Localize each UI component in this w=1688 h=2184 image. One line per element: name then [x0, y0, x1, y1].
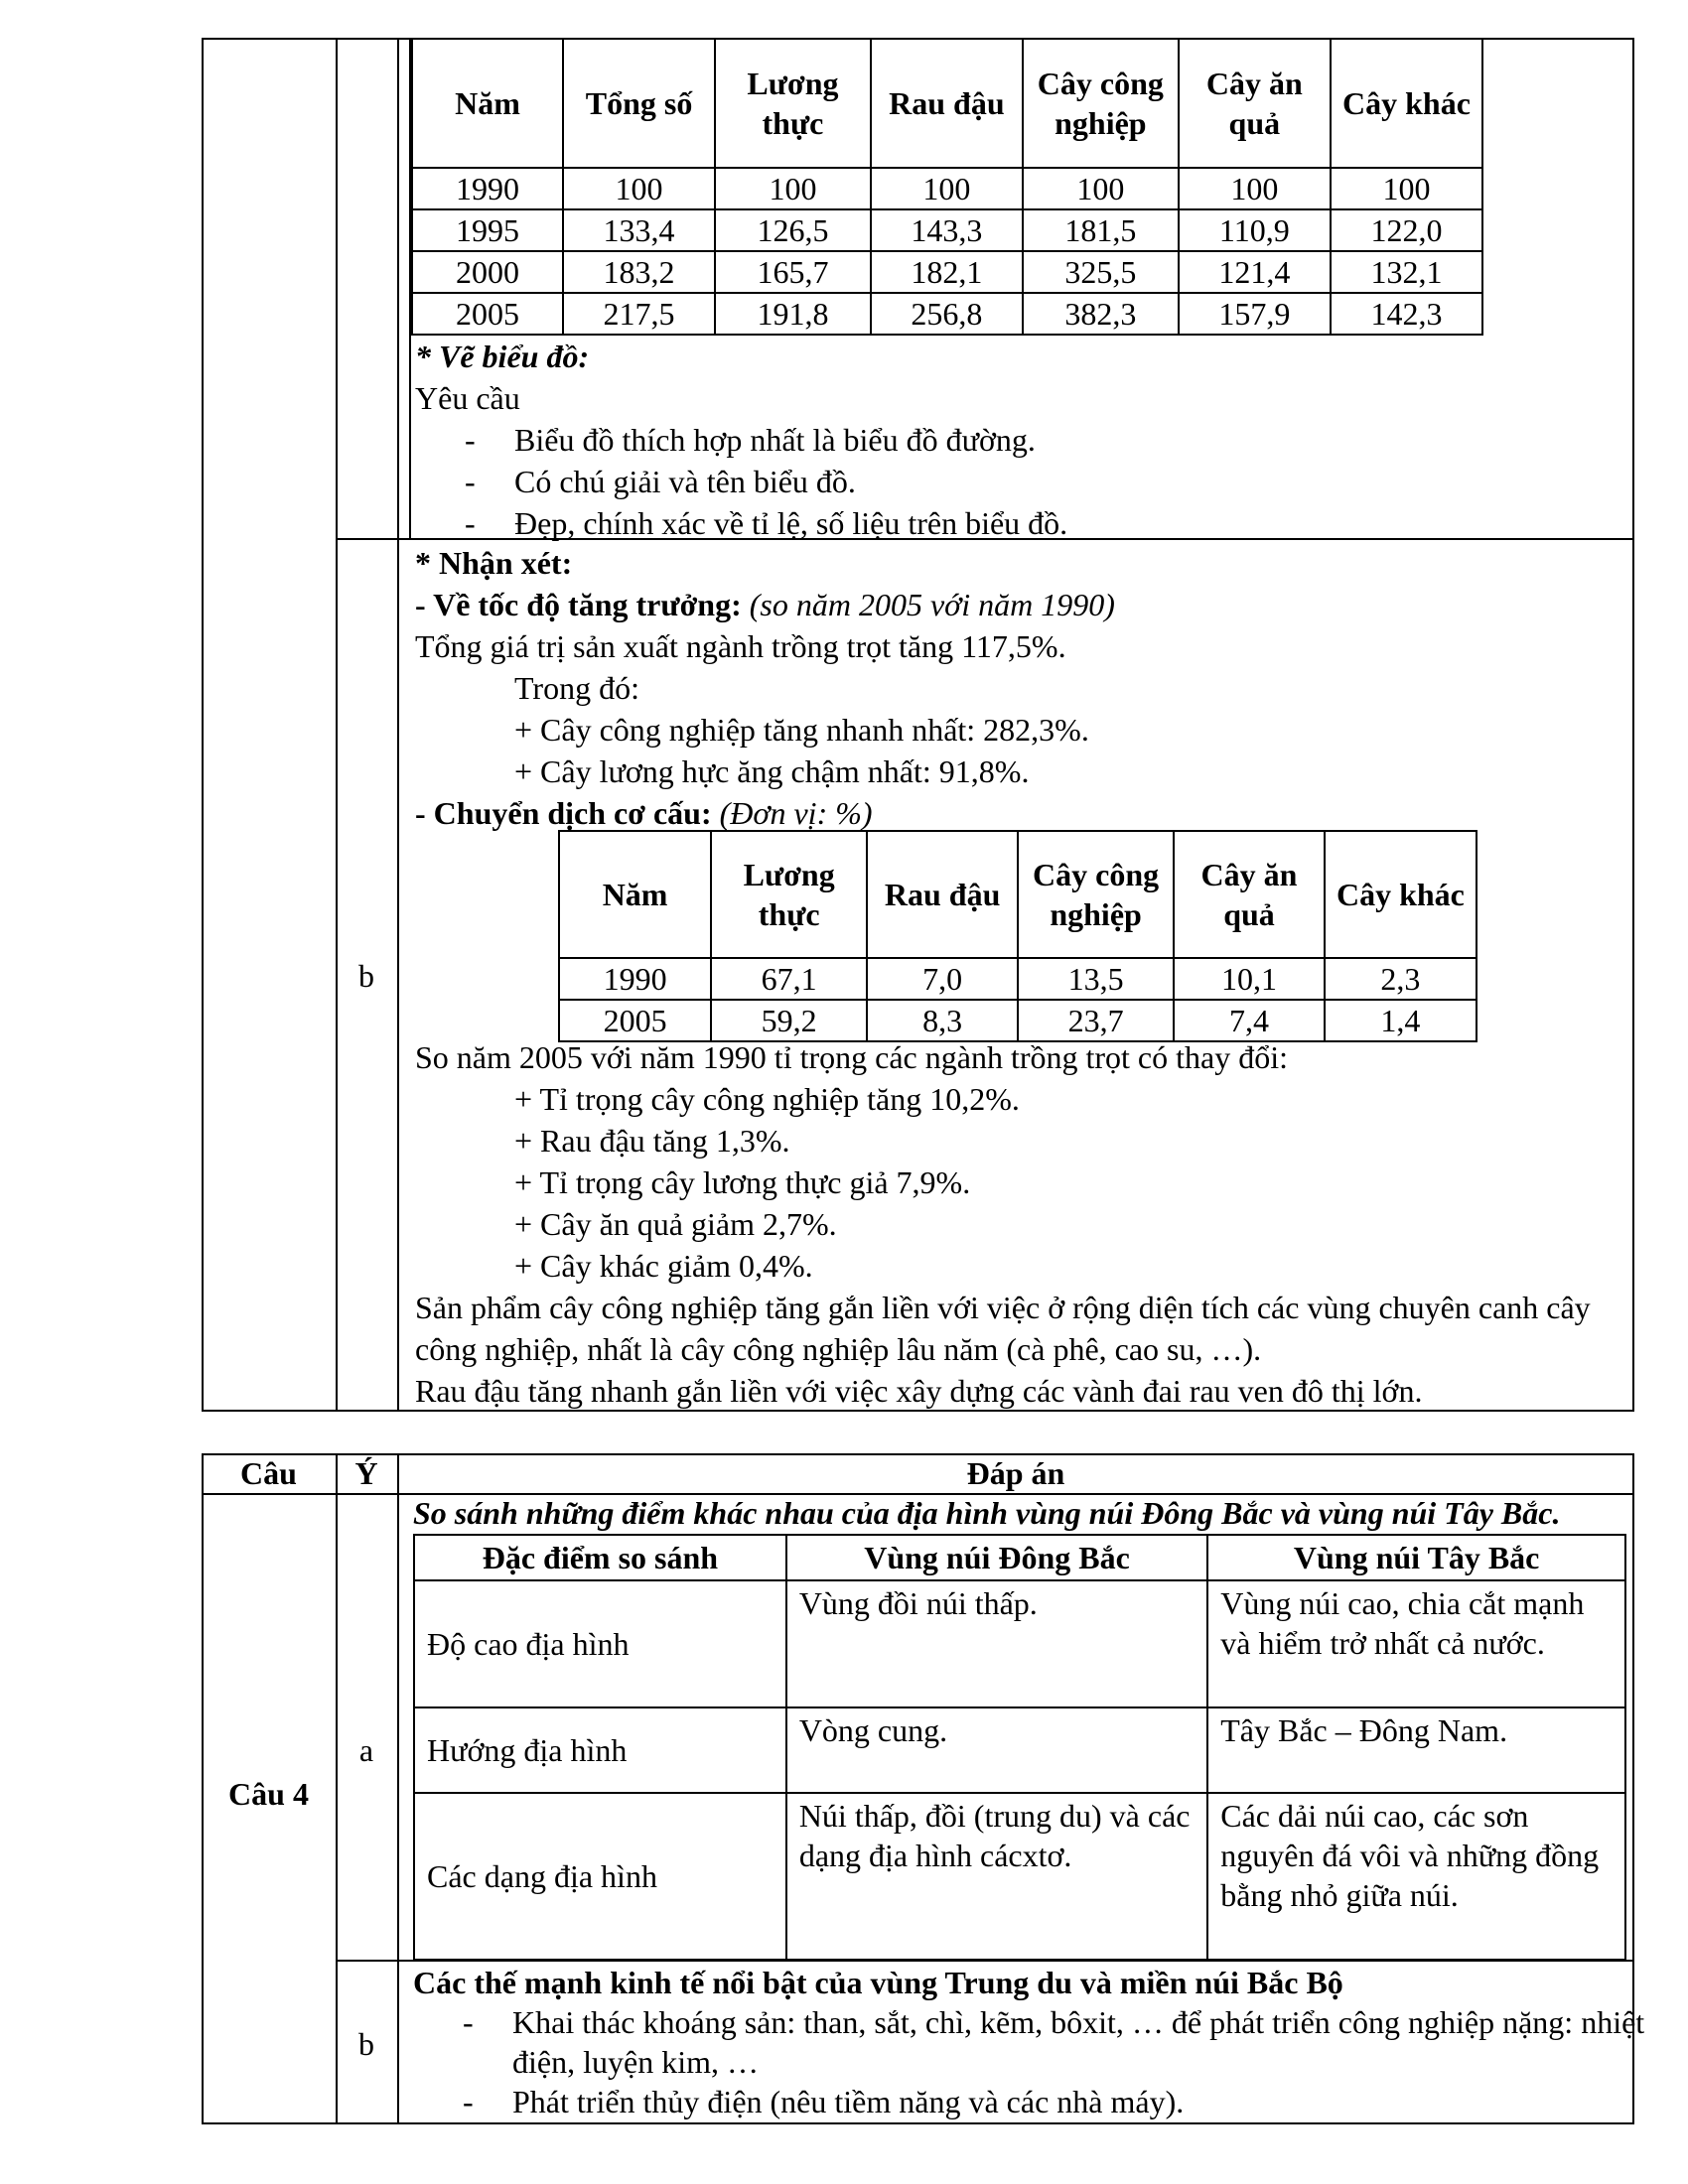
- table-row: [414, 1580, 1625, 1707]
- compare-east: Núi thấp, đồi (trung du) và các dạng địa hình cácxtơ.: [786, 1793, 1207, 1960]
- table-header-cell: Vùng núi Đông Bắc: [786, 1535, 1207, 1580]
- part-label-b: b: [358, 958, 374, 994]
- table-cell: 182,1: [871, 251, 1023, 293]
- table-cell: 126,5: [715, 209, 871, 251]
- part-b-title: Các thế mạnh kinh tế nổi bật của vùng Trung du và miền núi Bắc Bộ: [413, 1965, 1343, 2000]
- paragraph-line: công nghiệp, nhất là cây công nghiệp lâu năm (cà phê, cao su, …).: [415, 1331, 1262, 1367]
- compare-item: + Cây khác giảm 0,4%.: [514, 1248, 813, 1284]
- table-header-cell: Cây công nghiệp: [1023, 39, 1179, 168]
- table-cell: 8,3: [867, 1000, 1018, 1041]
- table-cell: 59,2: [711, 1000, 867, 1041]
- part-a-title: So sánh những điểm khác nhau của địa hình vùng núi Đông Bắc và vùng núi Tây Bắc.: [413, 1495, 1561, 1531]
- table-cell: 256,8: [871, 293, 1023, 335]
- requirement-item: - Đẹp, chính xác về tỉ lệ, số liệu trên biểu đồ.: [465, 505, 1068, 541]
- table-header-cell: Năm: [559, 831, 711, 958]
- table-cell: 133,4: [563, 209, 715, 251]
- structure-unit: (Đơn vị: %): [711, 795, 873, 831]
- table-cell: 1,4: [1325, 1000, 1477, 1041]
- table-cell: 382,3: [1023, 293, 1179, 335]
- table-cell: 7,4: [1174, 1000, 1325, 1041]
- table-cell: 217,5: [563, 293, 715, 335]
- compare-item: + Tỉ trọng cây lương thực giả 7,9%.: [514, 1164, 971, 1200]
- table-cell: 142,3: [1331, 293, 1482, 335]
- section2-col-divider-2: [397, 1453, 399, 2124]
- compare-east: Vòng cung.: [786, 1707, 1207, 1793]
- table-cell: 7,0: [867, 958, 1018, 1000]
- structure-heading: - Chuyển dịch cơ cấu:: [415, 795, 712, 831]
- table-header-row: [412, 39, 1482, 168]
- structure-heading-line: [415, 792, 873, 834]
- paragraph-line: Rau đậu tăng nhanh gắn liền với việc xây dựng các vành đai rau ven đô thị lớn.: [415, 1373, 1423, 1409]
- table-cell: 157,9: [1179, 293, 1331, 335]
- table-header-cell: Năm: [412, 39, 563, 168]
- table-cell: 100: [871, 168, 1023, 209]
- section1-col-divider-1: [336, 38, 338, 1412]
- header-answer: Đáp án: [966, 1455, 1065, 1491]
- growth-heading: - Về tốc độ tăng trưởng:: [415, 587, 742, 622]
- table-cell: 181,5: [1023, 209, 1179, 251]
- table-header-cell: Đặc điểm so sánh: [414, 1535, 786, 1580]
- table-cell: 122,0: [1331, 209, 1482, 251]
- requirement-label: Yêu cầu: [415, 380, 520, 416]
- b-item: - Khai thác khoáng sản: than, sắt, chì, kẽm, bôxit, … để phát triển công nghiệp nặng: nhiệt: [463, 2004, 1645, 2040]
- table-cell: 191,8: [715, 293, 871, 335]
- compare-label: Hướng địa hình: [414, 1707, 786, 1793]
- part-b-block: [413, 1962, 1645, 2122]
- b-item: - Phát triển thủy điện (nêu tiềm năng và các nhà máy).: [463, 2084, 1185, 2119]
- table-cell: 13,5: [1018, 958, 1174, 1000]
- comment-heading: * Nhận xét:: [415, 545, 573, 581]
- compare-west: Tây Bắc – Đông Nam.: [1207, 1707, 1625, 1793]
- compare-west: Các dải núi cao, các sơn nguyên đá vôi và những đồng bằng nhỏ giữa núi.: [1207, 1793, 1625, 1960]
- requirement-text: Đẹp, chính xác về tỉ lệ, số liệu trên biểu đồ.: [514, 505, 1068, 541]
- growth-total: Tổng giá trị sản xuất ngành trồng trọt tăng 117,5%.: [415, 628, 1066, 664]
- table-row: [414, 1707, 1625, 1793]
- table-header-row: [559, 831, 1477, 958]
- table-header-cell: Cây ăn quả: [1179, 39, 1331, 168]
- table-header-cell: Vùng núi Tây Bắc: [1207, 1535, 1625, 1580]
- growth-item: + Cây công nghiệp tăng nhanh nhất: 282,3%.: [514, 712, 1089, 748]
- table-cell: 1990: [412, 168, 563, 209]
- requirement-item: - Có chú giải và tên biểu đồ.: [465, 464, 856, 499]
- table-cell: 183,2: [563, 251, 715, 293]
- table-cell: 100: [563, 168, 715, 209]
- table-cell: 23,7: [1018, 1000, 1174, 1041]
- paragraph-line: Sản phẩm cây công nghiệp tăng gắn liền với việc ở rộng diện tích các vùng chuyên canh cây: [415, 1290, 1591, 1325]
- table-header-cell: Cây khác: [1331, 39, 1482, 168]
- header-y: Ý: [354, 1455, 378, 1491]
- table-row: [412, 168, 1482, 209]
- table-cell: 100: [715, 168, 871, 209]
- table-row: [559, 958, 1477, 1000]
- section1-col-divider-2: [397, 38, 399, 1412]
- part-label-b: b: [358, 2026, 374, 2062]
- b-item-text: Phát triển thủy điện (nêu tiềm năng và các nhà máy).: [512, 2084, 1185, 2119]
- question-label: Câu 4: [228, 1776, 309, 1812]
- table-cell: 100: [1331, 168, 1482, 209]
- draw-heading: * Vẽ biểu đồ:: [415, 339, 590, 374]
- table-row: [412, 209, 1482, 251]
- table-header-cell: Cây ăn quả: [1174, 831, 1325, 958]
- table-row: [412, 251, 1482, 293]
- table-cell: 165,7: [715, 251, 871, 293]
- table-header-cell: Cây công nghiệp: [1018, 831, 1174, 958]
- requirement-item: - Biểu đồ thích hợp nhất là biểu đồ đường.: [465, 422, 1036, 458]
- table-header-cell: Tổng số: [563, 39, 715, 168]
- b-item-continued: điện, luyện kim, …: [512, 2044, 759, 2080]
- terrain-compare-table: [413, 1534, 1626, 1961]
- compare-intro: So năm 2005 với năm 1990 tỉ trọng các ngành trồng trọt có thay đổi:: [415, 1039, 1288, 1075]
- table-cell: 132,1: [1331, 251, 1482, 293]
- requirement-text: Biểu đồ thích hợp nhất là biểu đồ đường.: [514, 422, 1036, 458]
- table-cell: 325,5: [1023, 251, 1179, 293]
- table-cell: 1990: [559, 958, 711, 1000]
- compare-label: Các dạng địa hình: [414, 1793, 786, 1960]
- table-cell: 121,4: [1179, 251, 1331, 293]
- growth-note: (so năm 2005 với năm 1990): [741, 587, 1115, 622]
- table-cell: 10,1: [1174, 958, 1325, 1000]
- table-cell: 2,3: [1325, 958, 1477, 1000]
- compare-east: Vùng đồi núi thấp.: [786, 1580, 1207, 1707]
- table-header-cell: Cây khác: [1325, 831, 1477, 958]
- table-header-row: [414, 1535, 1625, 1580]
- table-header-cell: Rau đậu: [871, 39, 1023, 168]
- compare-item: + Rau đậu tăng 1,3%.: [514, 1123, 790, 1159]
- compare-item: + Tỉ trọng cây công nghiệp tăng 10,2%.: [514, 1081, 1020, 1117]
- table-cell: 67,1: [711, 958, 867, 1000]
- growth-heading-line: [415, 584, 1115, 625]
- compare-item: + Cây ăn quả giảm 2,7%.: [514, 1206, 837, 1242]
- header-cau: Câu: [240, 1455, 297, 1491]
- table-header-cell: Rau đậu: [867, 831, 1018, 958]
- table-cell: 2000: [412, 251, 563, 293]
- table-cell: 1995: [412, 209, 563, 251]
- part-label-a: a: [358, 1732, 374, 1768]
- table-row: [414, 1793, 1625, 1960]
- table-cell: 143,3: [871, 209, 1023, 251]
- table-row: [412, 293, 1482, 335]
- table-cell: 2005: [412, 293, 563, 335]
- requirement-text: Có chú giải và tên biểu đồ.: [514, 464, 856, 499]
- table-cell: 110,9: [1179, 209, 1331, 251]
- growth-item: + Cây lương hực ăng chậm nhất: 91,8%.: [514, 753, 1030, 789]
- table-cell: 2005: [559, 1000, 711, 1041]
- table-cell: 100: [1179, 168, 1331, 209]
- structure-table: [558, 830, 1477, 1042]
- compare-west: Vùng núi cao, chia cắt mạnh và hiểm trở nhất cả nước.: [1207, 1580, 1625, 1707]
- compare-label: Độ cao địa hình: [414, 1580, 786, 1707]
- in-which: Trong đó:: [514, 670, 639, 706]
- table-header-cell: Lương thực: [711, 831, 867, 958]
- b-item-text: Khai thác khoáng sản: than, sắt, chì, kẽm, bôxit, … để phát triển công nghiệp nặng: nhiệt: [512, 2004, 1645, 2040]
- growth-index-table: [411, 38, 1483, 336]
- table-cell: 100: [1023, 168, 1179, 209]
- table-header-cell: Lương thực: [715, 39, 871, 168]
- table-row: [559, 1000, 1477, 1041]
